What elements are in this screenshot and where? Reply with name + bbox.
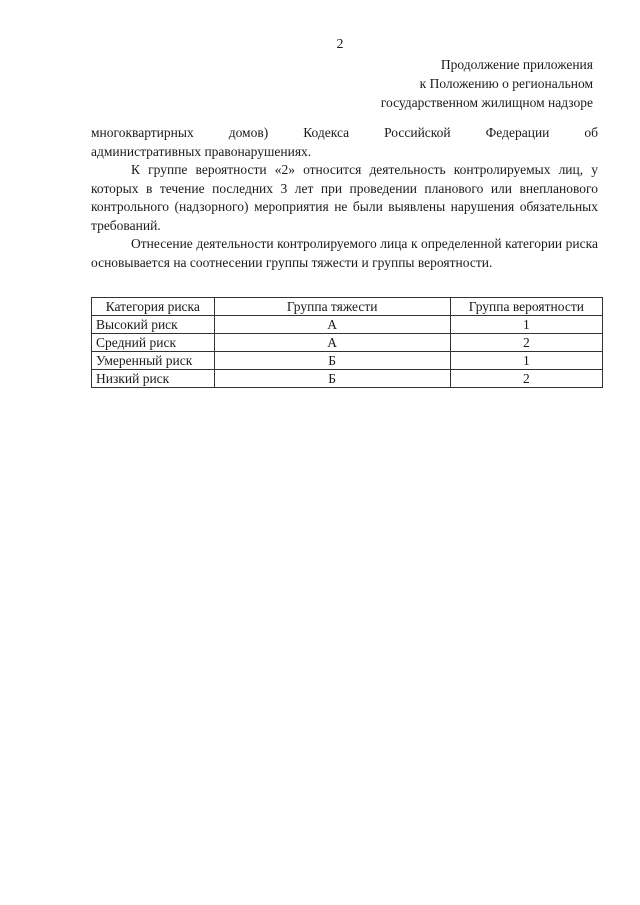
- risk-category-cell: Умеренный риск: [92, 352, 215, 370]
- probability-group-cell: 2: [450, 334, 602, 352]
- probability-group-cell: 1: [450, 352, 602, 370]
- continuation-paragraph-line-2: административных правонарушениях.: [91, 143, 312, 159]
- table-header-row: [92, 298, 603, 316]
- severity-group-cell: Б: [214, 352, 450, 370]
- severity-group-cell: Б: [214, 370, 450, 388]
- probability-group-paragraph: К группе вероятности «2» относится деятельность контролируемых лиц, у которых в течение последних 3 лет при проведении планового или внепланового контрольного (надзорного) мероприятия не были выявлены нарушения обязательных требований.: [91, 162, 598, 233]
- risk-category-paragraph: Отнесение деятельности контролируемого лица к определенной категории риска основывается на соотнесении группы тяжести и группы вероятности.: [91, 236, 598, 270]
- appendix-header-line-3: государственном жилищном надзоре: [380, 95, 593, 110]
- table-row: [92, 316, 603, 334]
- probability-group-cell: 1: [450, 316, 602, 334]
- table-row: [92, 334, 603, 352]
- page-number: 2: [336, 37, 344, 52]
- probability-group-cell: 2: [450, 370, 602, 388]
- appendix-header: [333, 55, 593, 112]
- header-risk-category: Категория риска: [92, 298, 215, 316]
- header-severity-group: Группа тяжести: [214, 298, 450, 316]
- header-probability-group: Группа вероятности: [450, 298, 602, 316]
- risk-category-cell: Высокий риск: [92, 316, 215, 334]
- severity-group-cell: А: [214, 316, 450, 334]
- continuation-paragraph-line-1: многоквартирных домов) Кодекса Российской Федерации об: [91, 125, 598, 140]
- table-row: [92, 352, 603, 370]
- risk-category-cell: Низкий риск: [92, 370, 215, 388]
- table-row: [92, 370, 603, 388]
- appendix-header-line-1: Продолжение приложения: [440, 57, 593, 72]
- severity-group-cell: А: [214, 334, 450, 352]
- risk-category-cell: Средний риск: [92, 334, 215, 352]
- risk-category-table: [91, 297, 603, 388]
- document-body: [91, 124, 598, 272]
- appendix-header-line-2: к Положению о региональном: [419, 76, 593, 91]
